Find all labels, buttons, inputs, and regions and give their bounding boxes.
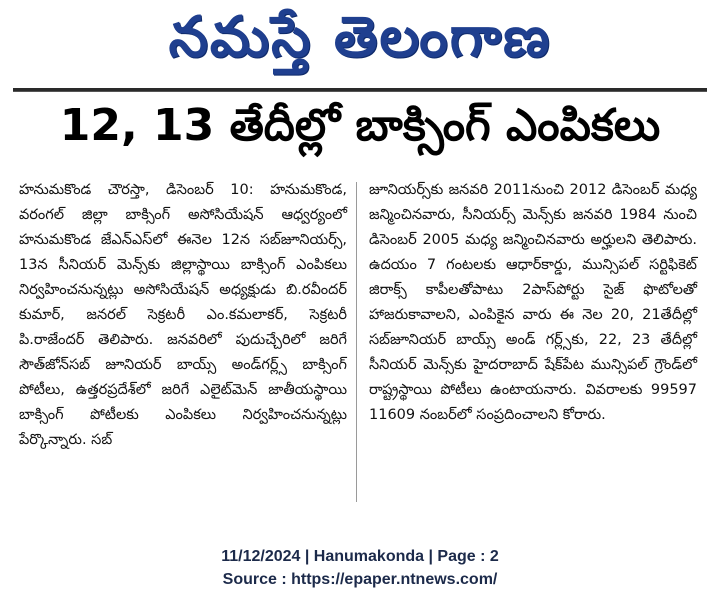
- newspaper-clipping: [13, 0, 707, 527]
- column-divider: [356, 182, 357, 502]
- article-column-left: [19, 178, 347, 518]
- masthead: [13, 0, 707, 91]
- footer-caption: [0, 545, 720, 591]
- article-body-left: హనుమకొండ చౌరస్తా, డిసెంబర్ 10: హనుమకొండ, వరంగల్ జిల్లా బాక్సింగ్ అసోసియేషన్ ఆధ్వర్యంలో హనుమకొండ జేఎన్ఎస్‌లో ఈనెల 12న సబ్‌జూనియర్స్, 13న సీనియర్ మెన్స్‌కు జిల్లాస్థాయి బాక్సింగ్ ఎంపికలు నిర్వహించనున్నట్లు అసోసియేషన్ అధ్యక్షుడు బి.రవీందర్ కుమార్, జనరల్ సెక్రటరీ ఎం.కమలాకర్, సెక్రటరీ పి.రాజేందర్ తెలిపారు. జనవరిలో పుదుచ్చేరిలో జరిగే సౌత్‌జోన్‌సబ్ జూనియర్ బాయ్స్ అండ్‌గర్ల్స్ బాక్సింగ్ పోటీలు, ఉత్తరప్రదేశ్‌లో జరిగే ఎలైట్‌మెన్ జాతీయస్థాయి బాక్సింగ్ పోటీలకు ఎంపికలు నిర్వహించనున్నట్లు పేర్కొన్నారు. సబ్: [19, 182, 347, 448]
- masthead-divider: [13, 91, 707, 92]
- headline-text: 12, 13 తేదీల్లో బాక్సింగ్ ఎంపికలు: [59, 100, 661, 151]
- newspaper-logo: నమస్తే తెలంగాణ: [168, 4, 552, 70]
- article-body-right: జూనియర్స్‌కు జనవరి 2011నుంచి 2012 డిసెంబర్ మధ్య జన్మించినవారు, సీనియర్స్ మెన్స్‌కు జనవరి 1984 నుంచి డిసెంబర్ 2005 మధ్య జన్మించినవారు అర్హులని తెలిపారు. ఉదయం 7 గంటలకు ఆధార్‌కార్డు, మున్సిపల్ సర్టిఫికెట్ జిరాక్స్ కాపీలతోపాటు 2పాస్‌పోర్టు సైజ్ ఫొటోలతో హాజరుకావాలని, ఎంపికైన వారు ఈ నెల 20, 21తేదీల్లో సబ్‌జూనియర్ బాయ్స్ అండ్ గర్ల్స్‌కు, 22, 23 తేదీల్లో సీనియర్ మెన్స్‌కు హైదరాబాద్ షేక్‌పేట మున్సిపల్ గ్రౌండ్‌లో రాష్ట్రస్థాయి పోటీలు ఉంటాయనారు. వివరాలకు 99597 11609 నంబర్‌లో సంప్రదించాలని కోరారు.: [369, 182, 697, 423]
- article-column-right: [369, 178, 697, 518]
- source-link: Source : https://epaper.ntnews.com/: [222, 571, 498, 588]
- article-headline: [13, 96, 707, 166]
- edition-info: 11/12/2024 | Hanumakonda | Page : 2: [221, 548, 499, 565]
